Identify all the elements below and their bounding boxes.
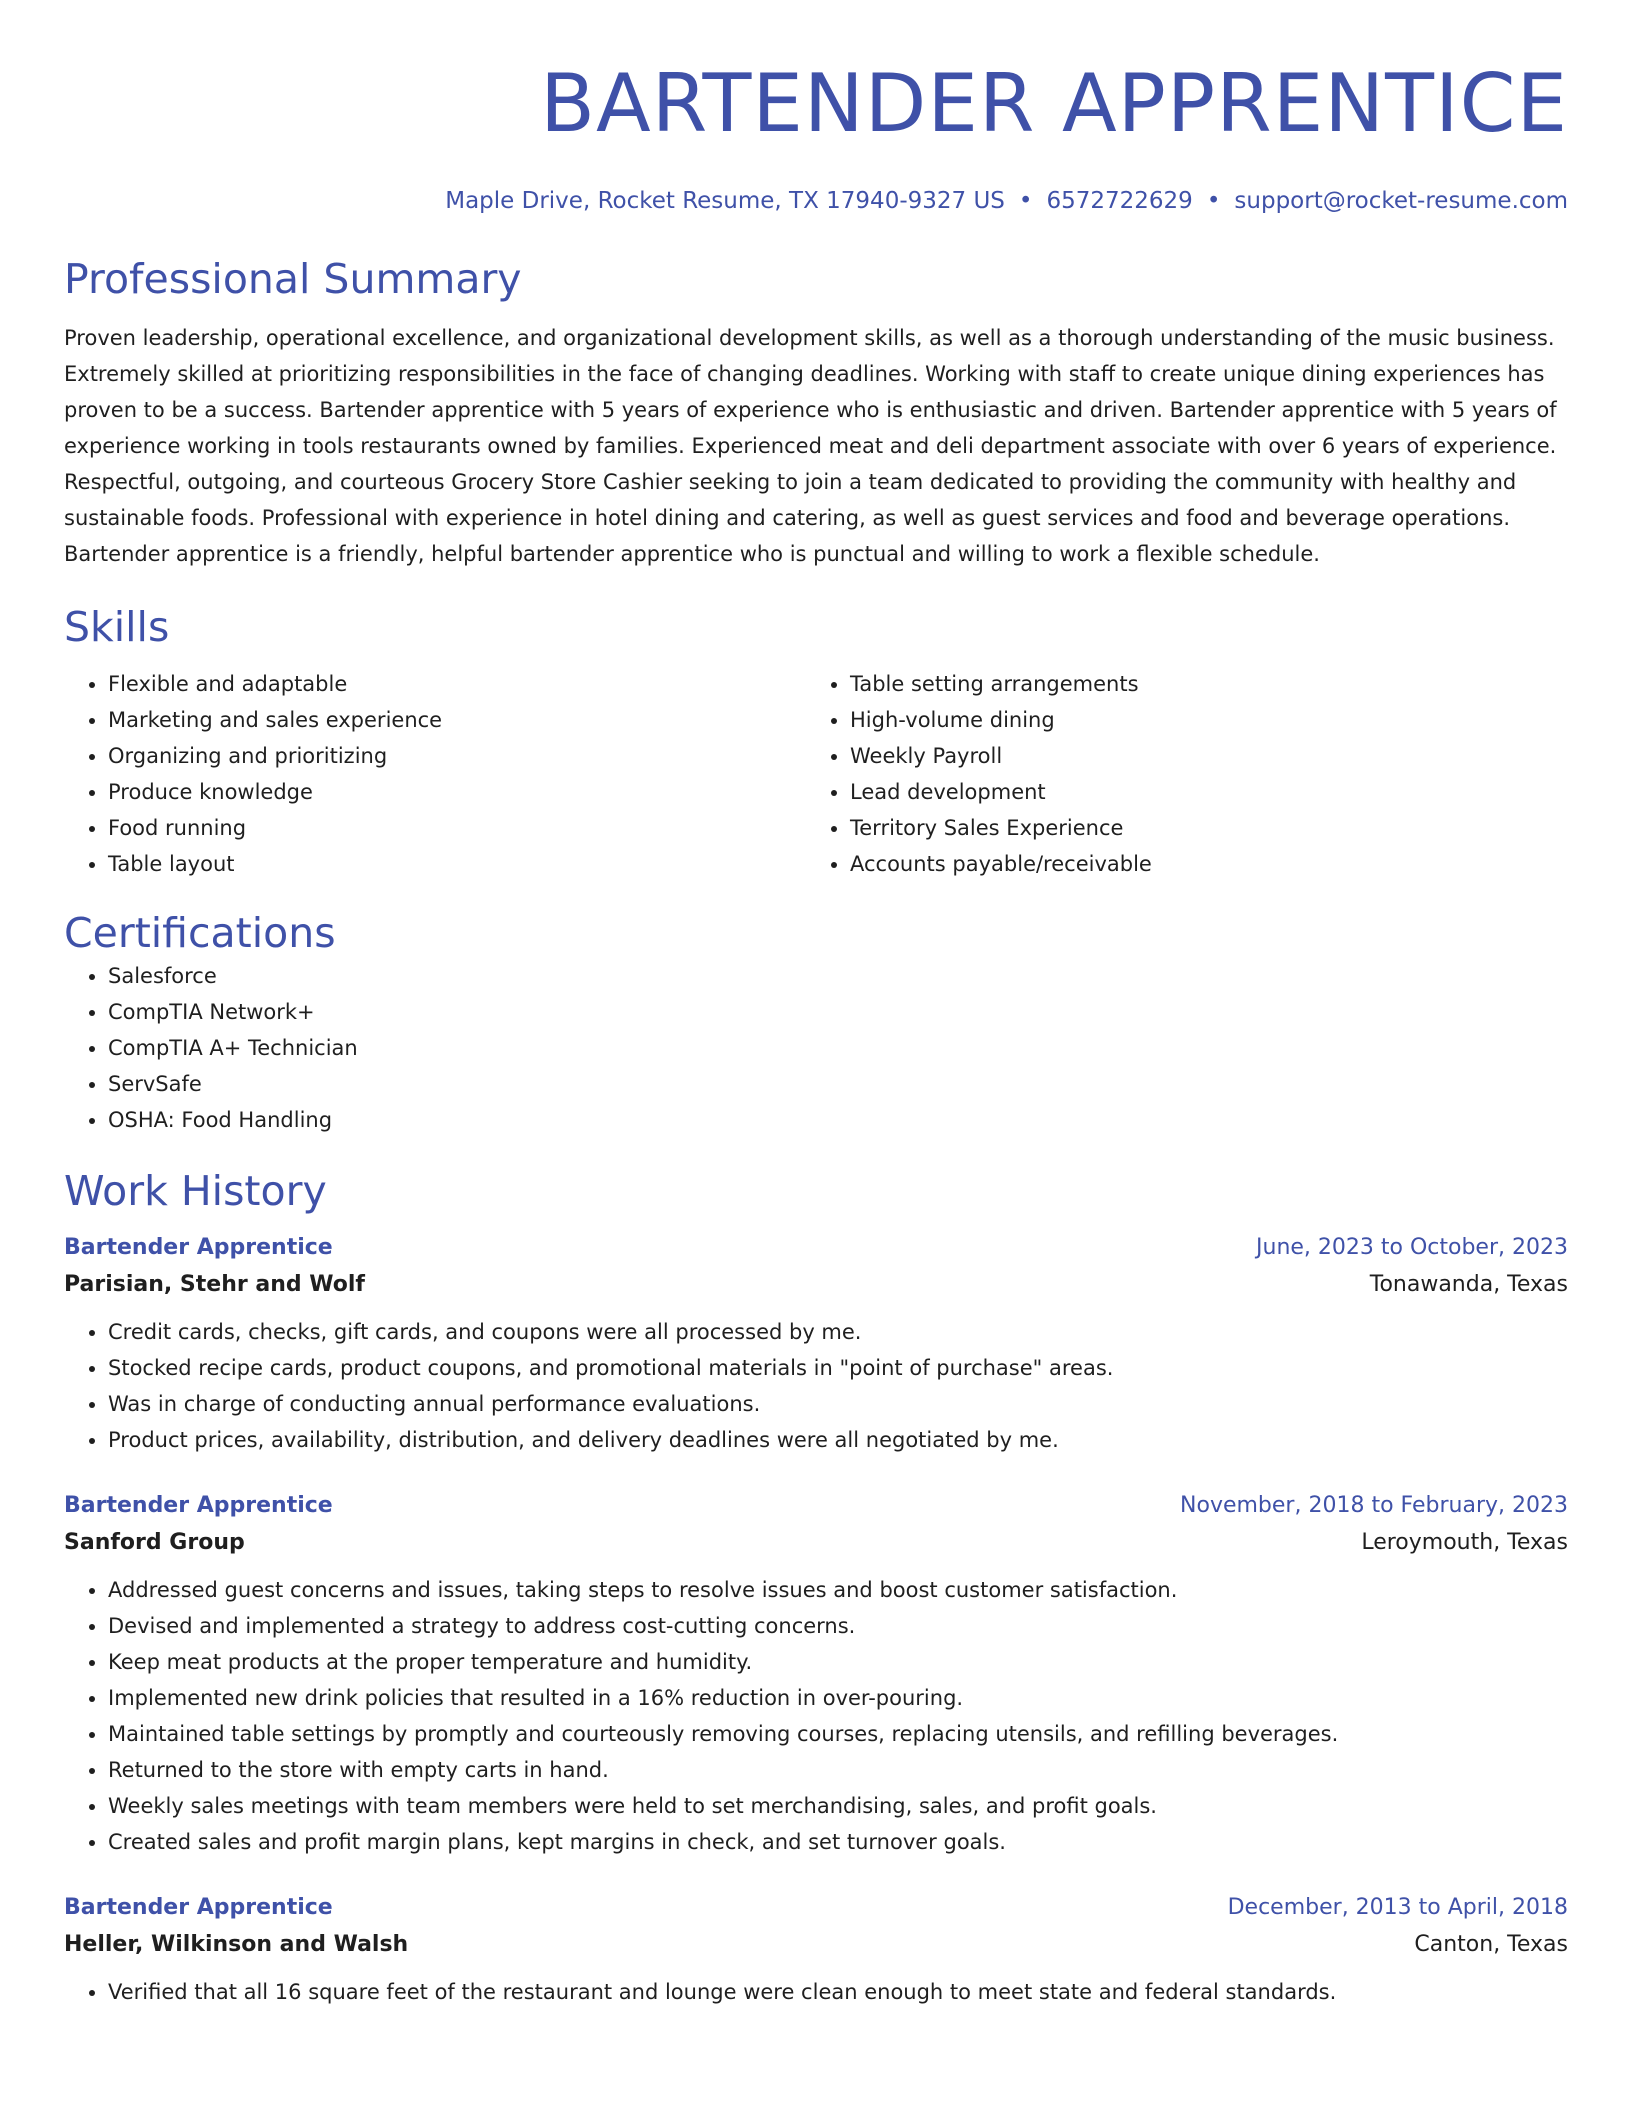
contact-line (64, 186, 1568, 216)
skill-item: • Table setting arrangements (850, 666, 1548, 702)
skill-item: • Marketing and sales experience (108, 702, 806, 738)
work-history-heading: Work History (64, 1167, 327, 1215)
job-duty: • Created sales and profit margin plans, kept margins in check, and set turnover goals. (108, 1824, 1568, 1860)
job-dates: November, 2018 to February, 2023 (1180, 1493, 1568, 1518)
skills-list-left (64, 666, 806, 882)
job-duty: • Maintained table settings by promptly and courteously removing courses, replacing utensils, and refilling beverages. (108, 1716, 1568, 1752)
skill-item: • Weekly Payroll (850, 738, 1548, 774)
skill-item: • Organizing and prioritizing (108, 738, 806, 774)
skills-column-left (64, 666, 806, 882)
certifications-heading: Certifications (64, 909, 336, 957)
job-company-row (64, 1266, 1568, 1304)
job-duty: • Product prices, availability, distribution, and delivery deadlines were all negotiated by me. (108, 1422, 1568, 1458)
certification-item: • Salesforce (108, 958, 1568, 994)
skills-list-right (806, 666, 1548, 882)
skill-item: • Food running (108, 810, 806, 846)
certification-item: • ServSafe (108, 1066, 1568, 1102)
job-duty: • Credit cards, checks, gift cards, and coupons were all processed by me. (108, 1314, 1568, 1350)
skills-column-right (806, 666, 1548, 882)
certification-item: • CompTIA A+ Technician (108, 1030, 1568, 1066)
job-header-row (64, 1890, 1568, 1926)
job-entry (64, 1488, 1568, 1860)
summary-text: Proven leadership, operational excellence, and organizational development skills, as well as a thorough understanding of the music business. Extremely skilled at prioritizing responsibilities in the face of changing deadlines. Working with staff to create unique dining experiences has proven to be a success. Bartender apprentice with 5 years of experience who is enthusiastic and driven. Bartender apprentice with 5 years of experience working in tools restaurants owned by families. Experienced meat and deli department associate with over 6 years of experience. Respectful, outgoing, and courteous Grocery Store Cashier seeking to join a team dedicated to providing the community with healthy and sustainable foods. Professional with experience in hotel dining and catering, as well as guest services and food and beverage operations. Bartender apprentice is a friendly, helpful bartender apprentice who is punctual and willing to work a flexible schedule. (64, 326, 1557, 566)
job-duty: • Devised and implemented a strategy to address cost-cutting concerns. (108, 1608, 1568, 1644)
contact-email: support@rocket-resume.com (1234, 188, 1568, 214)
summary-heading: Professional Summary (64, 255, 522, 303)
skill-item: • Lead development (850, 774, 1548, 810)
job-entry (64, 1890, 1568, 2010)
job-title: Bartender Apprentice (64, 1493, 333, 1518)
job-company-row (64, 1524, 1568, 1562)
job-duty: • Verified that all 16 square feet of the restaurant and lounge were clean enough to meet state and federal standards. (108, 1974, 1568, 2010)
skill-item: • Flexible and adaptable (108, 666, 806, 702)
job-dates: June, 2023 to October, 2023 (1256, 1235, 1568, 1260)
job-company: Sanford Group (64, 1530, 245, 1555)
skill-item: • High-volume dining (850, 702, 1548, 738)
skills-heading: Skills (64, 603, 170, 651)
job-duty: • Was in charge of conducting annual performance evaluations. (108, 1386, 1568, 1422)
job-duty: • Implemented new drink policies that resulted in a 16% reduction in over-pouring. (108, 1680, 1568, 1716)
job-header-row (64, 1488, 1568, 1524)
job-dates: December, 2013 to April, 2018 (1227, 1895, 1568, 1920)
certifications-list (64, 958, 1568, 1138)
job-title: Bartender Apprentice (64, 1235, 333, 1260)
skill-item: • Produce knowledge (108, 774, 806, 810)
job-location: Leroymouth, Texas (1361, 1530, 1568, 1555)
job-duties-list (64, 1314, 1568, 1458)
skill-item: • Territory Sales Experience (850, 810, 1548, 846)
job-duty: • Weekly sales meetings with team members were held to set merchandising, sales, and profit goals. (108, 1788, 1568, 1824)
job-title: Bartender Apprentice (64, 1895, 333, 1920)
job-duty: • Keep meat products at the proper temperature and humidity. (108, 1644, 1568, 1680)
job-duty: • Addressed guest concerns and issues, taking steps to resolve issues and boost customer satisfaction. (108, 1572, 1568, 1608)
job-company-row (64, 1926, 1568, 1964)
certification-item: • CompTIA Network+ (108, 994, 1568, 1030)
job-duty: • Returned to the store with empty carts in hand. (108, 1752, 1568, 1788)
contact-separator: • (1018, 188, 1033, 214)
contact-phone: 6572722629 (1046, 188, 1193, 214)
job-entry (64, 1230, 1568, 1458)
skill-item: • Accounts payable/receivable (850, 846, 1548, 882)
contact-separator: • (1206, 188, 1221, 214)
job-location: Tonawanda, Texas (1369, 1272, 1568, 1297)
resume-name: BARTENDER APPRENTICE (540, 57, 1568, 150)
skills-grid (64, 666, 1568, 882)
job-location: Canton, Texas (1414, 1932, 1568, 1957)
certification-item: • OSHA: Food Handling (108, 1102, 1568, 1138)
job-duties-list (64, 1572, 1568, 1860)
job-duty: • Stocked recipe cards, product coupons, and promotional materials in "point of purchase" areas. (108, 1350, 1568, 1386)
contact-address: Maple Drive, Rocket Resume, TX 17940-9327 US (445, 188, 1005, 214)
job-duties-list (64, 1974, 1568, 2010)
job-header-row (64, 1230, 1568, 1266)
job-company: Heller, Wilkinson and Walsh (64, 1932, 409, 1957)
skill-item: • Table layout (108, 846, 806, 882)
job-company: Parisian, Stehr and Wolf (64, 1272, 366, 1297)
